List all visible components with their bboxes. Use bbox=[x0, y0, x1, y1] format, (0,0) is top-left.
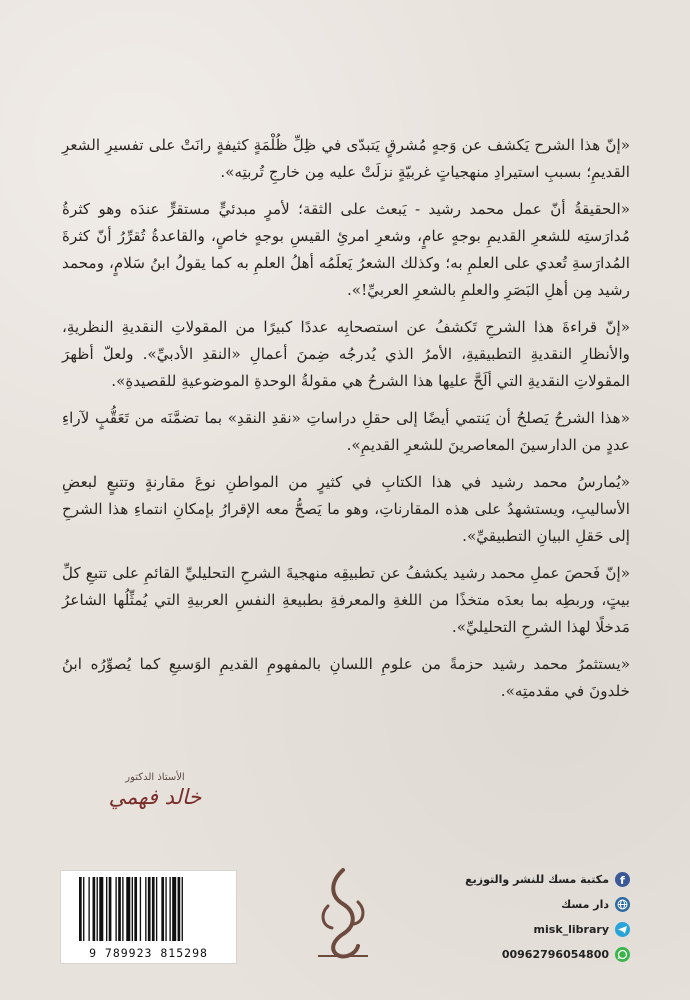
barcode-bar bbox=[134, 877, 137, 941]
globe-icon bbox=[615, 897, 630, 912]
endorsement-text bbox=[62, 132, 630, 715]
blurb-paragraph: «إنّ فَحصَ عملِ محمد رشيد يكشفُ عن تطبيقِه منهجيةَ الشرحِ التحليليِّ القائمِ على تتبعِ كلِّ بيتٍ، وربطِه بما بعدَه متخذًا من اللغةِ والمعرفةِ بطبيعةِ النفسِ العربيةِ التي يُمثِّلُها الشاعرُ مَدخلًا لهذا الشرحِ التحليليِّ». bbox=[62, 564, 630, 636]
signature-title: الأستاذ الدكتور bbox=[125, 772, 185, 783]
barcode-bar bbox=[83, 877, 84, 941]
blurb-paragraph: «هذا الشرحُ يَصلحُ أن يَنتمي أيضًا إلى حقلِ دراساتِ «نقدِ النقدِ» بما تضمَّنَه من تَعَقُّبٍ لآراءِ عددٍ من الدارسينَ المعاصرينَ للشعرِ القديمِ». bbox=[62, 409, 630, 454]
barcode-bar bbox=[132, 877, 133, 941]
barcode-bar bbox=[178, 877, 181, 941]
barcode-bar bbox=[140, 877, 141, 941]
barcode-bars bbox=[79, 877, 229, 941]
isbn-number: 9 789923 815298 bbox=[89, 946, 208, 960]
signature-name: خالد فهمي bbox=[108, 785, 202, 809]
barcode-bar bbox=[118, 877, 121, 941]
whatsapp-icon bbox=[615, 947, 630, 962]
barcode-bar bbox=[106, 877, 107, 941]
barcode-bar bbox=[109, 877, 112, 941]
barcode-bar bbox=[161, 877, 164, 941]
svg-text:f: f bbox=[620, 873, 625, 887]
barcode-bar bbox=[126, 877, 130, 941]
isbn-barcode bbox=[60, 870, 237, 964]
publisher-logo bbox=[300, 862, 386, 962]
blurb-paragraph: «إنّ هذا الشرح يَكشف عن وَجهٍ مُشرقٍ يَتبدّى في ظِلِّ ظُلْمَةٍ كثيفةٍ رانَتْ على تفسيرِ الشعرِ القديمِ؛ بسببِ استيرادِ منهجياتٍ غربيّةٍ نزلَتْ عليه مِن خارجِ تُربتِه». bbox=[62, 136, 630, 181]
barcode-bar bbox=[97, 877, 98, 941]
facebook-label: مكتبة مسك للنشر والتوزيع bbox=[465, 872, 609, 886]
blurb-paragraph: «إنّ قراءةَ هذا الشرحِ تَكشفُ عن استصحابِه عددًا كبيرًا من المقولاتِ النقديةِ النظريةِ، والأنظارِ النقديةِ التطبيقيةِ، الأمرُ الذي يُدرجُه ضِمنَ أعمالِ «النقدِ الأدبيِّ». ولعلّ أظهرَ المقولاتِ النقديةِ التي ألَحَّ عليها هذا الشرحُ هي مقولةُ الوحدةِ الموضوعيةِ للقصيدةِ». bbox=[62, 318, 630, 390]
website-row[interactable] bbox=[450, 893, 630, 915]
barcode-bar bbox=[99, 877, 103, 941]
barcode-bar bbox=[93, 877, 96, 941]
publisher-contacts bbox=[450, 868, 630, 968]
telegram-icon bbox=[615, 922, 630, 937]
barcode-bar bbox=[145, 877, 146, 941]
whatsapp-row[interactable] bbox=[450, 943, 630, 965]
facebook-icon bbox=[615, 872, 630, 887]
blurb-paragraph: «يُمارسُ محمد رشيد في هذا الكتابِ في كثيرٍ من المواطنِ نوعَ مقارنةٍ وتتبعٍ لبعضِ الأساليبِ، ويستشهدُ على هذه المقارناتِ، وهو ما يَصحُّ معه الإقرارُ بإمكانِ انتماءِ هذا الشرحِ إلى حَقلِ البيانِ التطبيقيِّ». bbox=[62, 473, 630, 545]
telegram-row[interactable] bbox=[450, 918, 630, 940]
barcode-bar bbox=[88, 877, 89, 941]
barcode-bar bbox=[169, 877, 170, 941]
barcode-bar bbox=[182, 877, 183, 941]
barcode-bar bbox=[156, 877, 157, 941]
barcode-bar bbox=[148, 877, 151, 941]
blurb-paragraph: «يستثمرُ محمد رشيد حزمةً من علومِ اللسانِ بالمفهومِ القديمِ الوَسيعِ كما يُصوِّرُه ابنُ خلدونَ في مقدمتِه». bbox=[62, 655, 630, 700]
barcode-bar bbox=[122, 877, 123, 941]
barcode-bar bbox=[115, 877, 116, 941]
website-label: دار مسك bbox=[561, 897, 609, 911]
telegram-label: misk_library bbox=[533, 922, 609, 936]
barcode-bar bbox=[165, 877, 166, 941]
barcode-bar bbox=[172, 877, 176, 941]
signature bbox=[100, 772, 210, 832]
blurb-paragraph: «الحقيقةُ أنّ عمل محمد رشيد - يَبعث على الثقة؛ لأمرٍ مبدئيٍّ مستقرٍّ عندَه وهو كثرةُ مُدارَستِه للشعرِ القديمِ بوجهٍ عامٍ، وشعرِ امرئِ القيسِ بوجهٍ خاصٍ، والقاعدةُ تُقرِّرُ أنّ كثرةَ المُدارَسةِ تُعدي على العلمِ به؛ وكذلك الشعرُ يَعلَمُه أهلُ العلمِ به كما يقولُ ابنُ سَلامٍ، ومحمد رشيد مِن أهلِ البَصَرِ والعلمِ بالشعرِ العربيِّ!». bbox=[62, 200, 630, 299]
facebook-row[interactable] bbox=[450, 868, 630, 890]
barcode-bar bbox=[152, 877, 155, 941]
barcode-bar bbox=[79, 877, 82, 941]
whatsapp-number: 00962796054800 bbox=[501, 947, 609, 961]
